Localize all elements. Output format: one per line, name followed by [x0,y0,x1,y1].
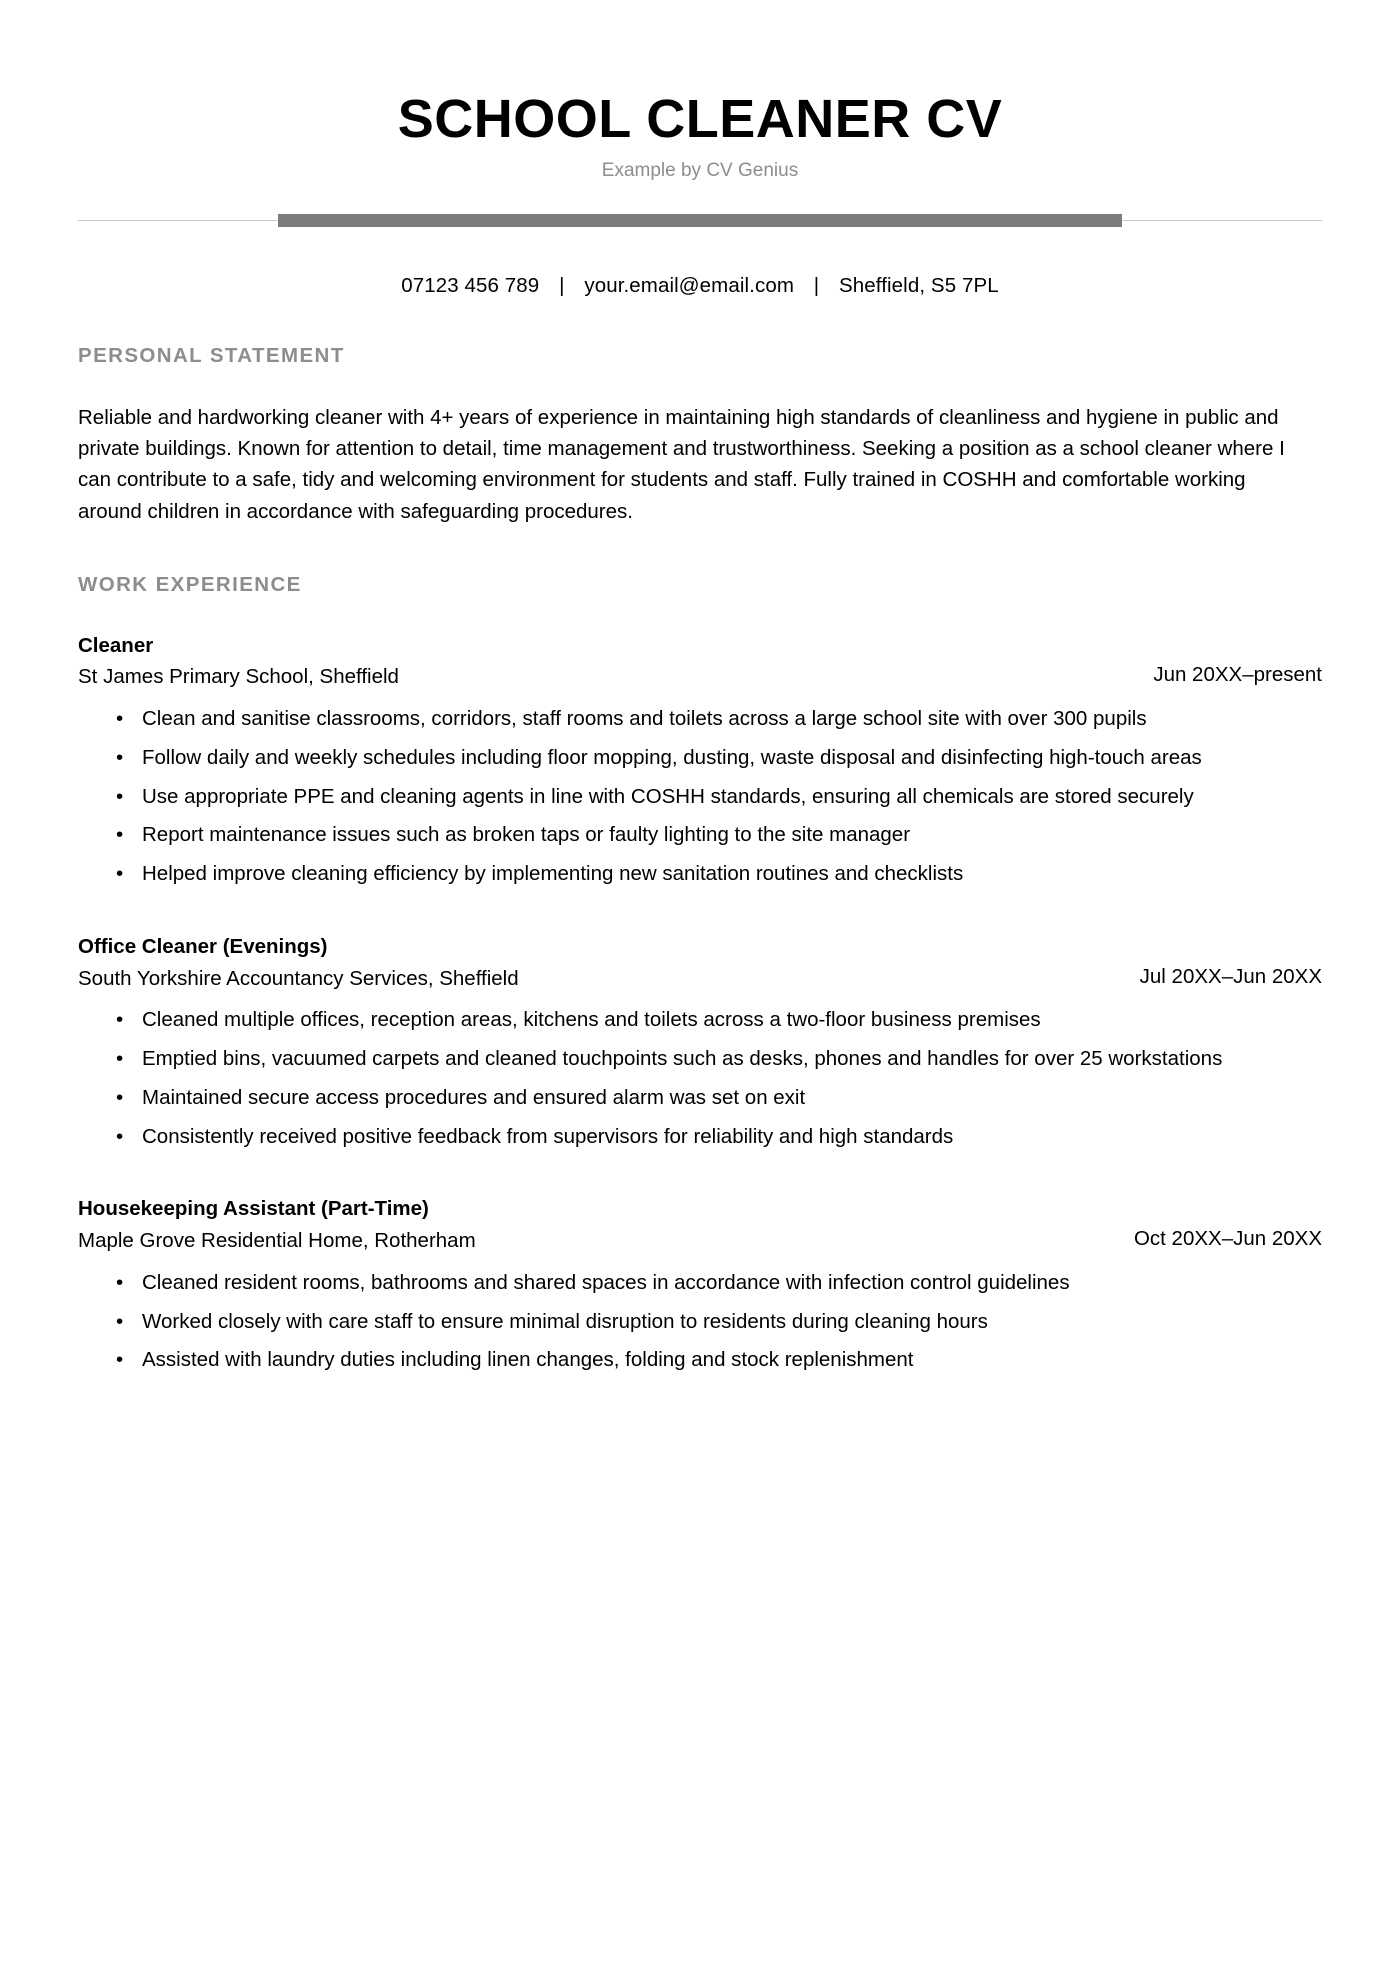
divider-thick-bar [278,214,1122,227]
job-header [78,932,1322,993]
job-company: Maple Grove Residential Home, Rotherham [78,1229,476,1253]
list-item-text: Cleaned multiple offices, reception areas, kitchens and toilets across a two-floor business premises [142,1008,1041,1032]
section-heading-personal-statement: PERSONAL STATEMENT [78,344,345,368]
list-item [78,743,1322,774]
page-title: SCHOOL CLEANER CV [397,89,1003,149]
job-company: South Yorkshire Accountancy Services, Sheffield [78,966,519,990]
list-item-text: Report maintenance issues such as broken taps or faulty lighting to the site manager [142,823,911,847]
work-experience-entry [78,932,1322,1152]
bullet-icon: • [116,823,124,847]
bullet-icon: • [116,1348,124,1372]
job-header [78,1194,1322,1255]
list-item-text: Emptied bins, vacuumed carpets and cleaned touchpoints such as desks, phones and handles for over 25 workstations [142,1047,1223,1071]
contact-info [78,274,1322,298]
bullet-icon: • [116,1008,124,1032]
bullet-icon: • [116,1085,124,1109]
job-title: Cleaner [78,633,154,657]
job-subheader [78,660,1322,692]
list-item-text: Cleaned resident rooms, bathrooms and shared spaces in accordance with infection control guidelines [142,1270,1070,1294]
bullet-icon: • [116,784,124,808]
bullet-icon: • [116,1047,124,1071]
contact-separator-2: | [813,274,820,298]
bullet-icon: • [116,745,124,769]
page-subtitle: Example by CV Genius [601,160,799,182]
job-company: St James Primary School, Sheffield [78,665,399,689]
list-item-text: Assisted with laundry duties including linen changes, folding and stock replenishment [142,1348,914,1372]
bullet-icon: • [116,707,124,731]
list-item [78,859,1322,890]
job-bullet-list [78,1005,1322,1152]
list-item-text: Use appropriate PPE and cleaning agents in line with COSHH standards, ensuring all chemicals are stored securely [142,784,1194,808]
list-item [78,820,1322,851]
bullet-icon: • [116,1270,124,1294]
bullet-icon: • [116,1309,124,1333]
job-subheader [78,1224,1322,1256]
job-title: Office Cleaner (Evenings) [78,934,328,958]
list-item-text: Worked closely with care staff to ensure minimal disruption to residents during cleaning hours [142,1309,988,1333]
section-work-experience [78,573,1322,1376]
list-item [78,1307,1322,1338]
job-dates: Oct 20XX–Jun 20XX [1133,1227,1322,1251]
section-personal-statement [78,344,1322,527]
list-item-text: Clean and sanitise classrooms, corridors, staff rooms and toilets across a large school site with over 300 pupils [142,707,1147,731]
list-item-text: Maintained secure access procedures and ensured alarm was set on exit [142,1085,806,1109]
header-divider [78,210,1322,232]
work-experience-entry [78,631,1322,890]
list-item [78,1268,1322,1299]
job-title: Housekeeping Assistant (Part-Time) [78,1197,429,1221]
list-item [78,1005,1322,1036]
list-item [78,1122,1322,1153]
job-dates: Jul 20XX–Jun 20XX [1139,964,1322,988]
job-bullet-list [78,704,1322,890]
personal-statement-text: Reliable and hardworking cleaner with 4+ years of experience in maintaining high standards of cleanliness and hygiene in public and private buildings. Known for attention to detail, time management and trustworthiness. Seeking a position as a school cleaner where I can contribute to a safe, tidy and welcoming environment for students and staff. Fully trained in COSHH and comfortable working around children in accordance with safeguarding procedures. [78,406,1285,523]
contact-separator-1: | [559,274,565,298]
contact-email: your.email@email.com [584,274,794,298]
contact-phone: 07123 456 789 [401,274,540,298]
list-item [78,782,1322,813]
list-item-text: Consistently received positive feedback from supervisors for reliability and high standards [142,1124,954,1148]
job-bullet-list [78,1268,1322,1376]
section-heading-work-experience: WORK EXPERIENCE [78,572,302,596]
job-subheader [78,962,1322,994]
list-item [78,704,1322,735]
list-item [78,1345,1322,1376]
job-header [78,631,1322,692]
list-item-text: Follow daily and weekly schedules including floor mopping, dusting, waste disposal and disinfecting high-touch areas [142,745,1202,769]
list-item-text: Helped improve cleaning efficiency by implementing new sanitation routines and checklists [142,862,964,886]
list-item [78,1083,1322,1114]
contact-location: Sheffield, S5 7PL [839,274,999,298]
work-experience-entry [78,1194,1322,1376]
list-item [78,1044,1322,1075]
bullet-icon: • [116,862,124,886]
job-dates: Jun 20XX–present [1153,663,1322,687]
bullet-icon: • [116,1124,124,1148]
